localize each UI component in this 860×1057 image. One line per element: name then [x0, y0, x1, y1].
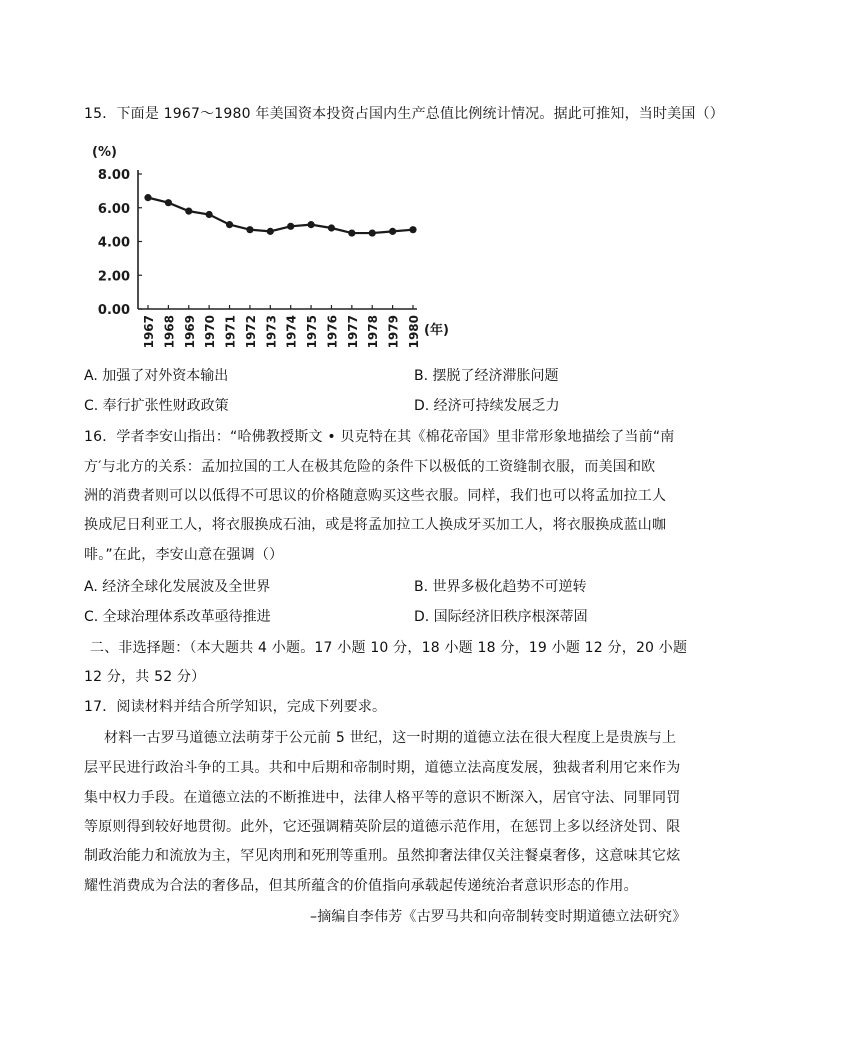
- chart-x-tick-label: 1970: [203, 315, 218, 349]
- q17-material-line-2: 层平民进行政治斗争的工具。共和中后期和帝制时期，道德立法高度发展，独裁者利用它来作为: [84, 760, 681, 776]
- chart-y-tick-label: 6.00: [97, 201, 130, 217]
- q17-material-line-4: 等原则得到较好地贯彻。此外，它还强调精英阶层的道德示范作用，在惩罚上多以经济处罚、限: [84, 819, 681, 835]
- q17-material-line-3: 集中权力手段。在道德立法的不断推进中，法律人格平等的意识不断深入，居官守法、同罪同罚: [84, 790, 681, 806]
- chart-x-tick-label: 1977: [345, 315, 360, 349]
- chart-y-tick-label: 2.00: [97, 269, 130, 285]
- chart-series-line: [148, 198, 413, 233]
- chart-y-tick-label: 0.00: [97, 303, 130, 318]
- chart-data-point: [226, 221, 233, 228]
- chart-y-unit-label: (%): [92, 145, 117, 160]
- chart-y-tick-label: 4.00: [97, 235, 130, 251]
- chart-x-tick-label: 1974: [284, 315, 299, 349]
- chart-y-tick-label: 8.00: [97, 168, 130, 183]
- chart-x-tick-label: 1972: [243, 315, 258, 349]
- chart-data-point: [409, 226, 416, 233]
- chart-data-point: [389, 228, 396, 235]
- q16-option-c[interactable]: C. 全球治理体系改革亟待推进: [84, 609, 271, 625]
- chart-x-tick-label: 1969: [182, 315, 197, 349]
- question-15-stem: 15．下面是 1967～1980 年美国资本投资占国内生产总值比例统计情况。据此可推知，当时美国（）: [84, 106, 724, 122]
- q15-option-c[interactable]: C. 奉行扩张性财政政策: [84, 398, 229, 414]
- chart-x-unit-label: (年): [424, 323, 449, 338]
- q15-option-a[interactable]: A. 加强了对外资本输出: [84, 368, 229, 384]
- q17-source-citation: –摘编自李伟芳《古罗马共和向帝制转变时期道德立法研究》: [310, 909, 687, 925]
- chart-data-point: [246, 226, 253, 233]
- q16-line-1: 16．学者李安山指出：“哈佛教授斯文 • 贝克特在其《棉花帝国》里非常形象地描绘了当前“南: [84, 429, 675, 445]
- chart-data-point: [144, 194, 151, 201]
- question-17-stem: 17．阅读材料并结合所学知识，完成下列要求。: [84, 699, 387, 715]
- chart-x-tick-label: 1971: [223, 315, 238, 349]
- section-2-heading: 二、非选择题：（本大题共 4 小题。17 小题 10 分，18 小题 18 分，19 小题 12 分，20 小题: [90, 640, 688, 656]
- chart-data-point: [307, 221, 314, 228]
- chart-data-point: [287, 223, 294, 230]
- section-2-heading-cont: 12 分，共 52 分）: [84, 669, 206, 685]
- chart-data-point: [165, 199, 172, 206]
- chart-data-point: [348, 229, 355, 236]
- chart-x-tick-label: 1967: [142, 315, 156, 349]
- chart-data-point: [267, 228, 274, 235]
- chart-x-tick-label: 1978: [366, 315, 381, 349]
- capital-investment-line-chart: [84, 138, 464, 358]
- q17-material-line-1: 材料一古罗马道德立法萌芽于公元前 5 世纪，这一时期的道德立法在很大程度上是贵族与上: [104, 730, 677, 746]
- chart-x-tick-label: 1975: [305, 315, 320, 349]
- chart-data-point: [369, 229, 376, 236]
- chart-x-tick-label: 1973: [264, 315, 279, 349]
- chart-x-tick-label: 1979: [386, 315, 401, 349]
- q15-option-d[interactable]: D. 经济可持续发展乏力: [414, 398, 560, 414]
- chart-data-point: [328, 224, 335, 231]
- chart-x-tick-label: 1968: [162, 315, 177, 349]
- q15-option-b[interactable]: B. 摆脱了经济滞胀问题: [414, 368, 559, 384]
- q16-line-2: 方′与北方的关系：孟加拉国的工人在极其危险的条件下以极低的工资缝制衣服，而美国和欧: [84, 459, 656, 475]
- q17-material-line-6: 耀性消费成为合法的奢侈品，但其所蕴含的价值指向承载起传递统治者意识形态的作用。: [84, 878, 638, 894]
- q16-line-5: 啡。”在此，李安山意在强调（）: [84, 547, 284, 563]
- q16-option-a[interactable]: A. 经济全球化发展波及全世界: [84, 579, 271, 595]
- chart-x-tick-label: 1976: [325, 315, 340, 349]
- q16-option-d[interactable]: D. 国际经济旧秩序根深蒂固: [414, 609, 588, 625]
- chart-data-point: [185, 208, 192, 215]
- chart-x-tick-label: 1980: [407, 315, 421, 349]
- chart-data-point: [206, 211, 213, 218]
- q16-line-4: 换成尼日利亚工人，将衣服换成石油，或是将孟加拉工人换成牙买加工人，将衣服换成蓝山咖: [84, 517, 667, 533]
- q16-option-b[interactable]: B. 世界多极化趋势不可逆转: [414, 579, 587, 595]
- q16-line-3: 洲的消费者则可以以低得不可思议的价格随意购买这些衣服。同样，我们也可以将孟加拉工人: [84, 488, 667, 504]
- q17-material-line-5: 制政治能力和流放为主，罕见肉刑和死刑等重刑。虽然抑奢法律仅关注餐桌奢侈，这意味其它炫: [84, 848, 681, 864]
